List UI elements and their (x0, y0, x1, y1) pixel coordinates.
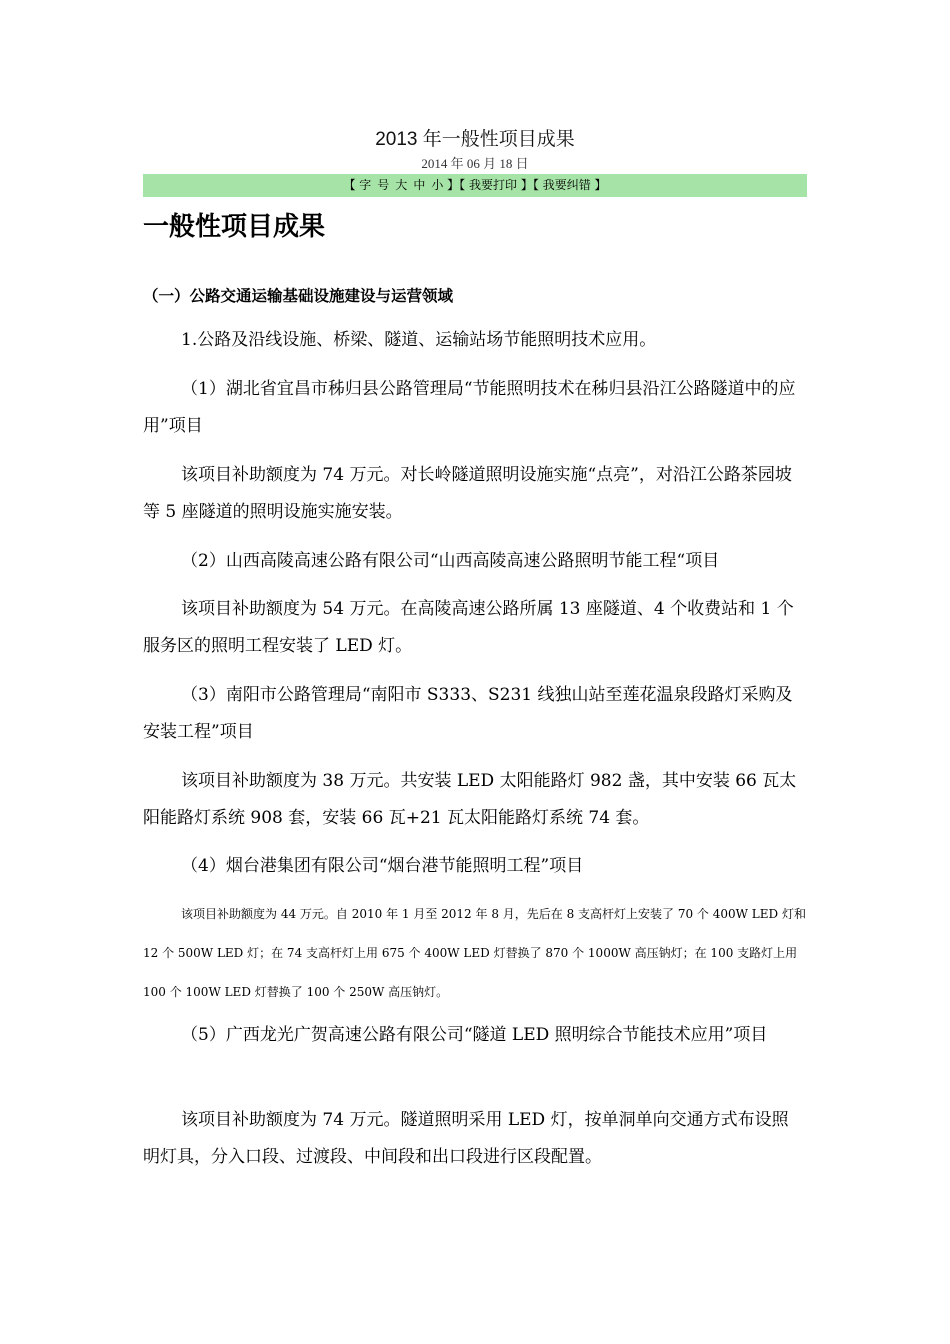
report-error-link[interactable]: 我要纠错 (542, 178, 591, 192)
project-title: （1）湖北省宜昌市秭归县公路管理局“节能照明技术在秭归县沿江公路隧道中的应用”项目 (143, 379, 796, 436)
paragraph: 该项目补助额度为 38 万元。共安装 LED 太阳能路灯 982 盏，其中安装 66 瓦太阳能路灯系统 908 套，安装 66 瓦+21 瓦太阳能路灯系统 74 套。 (143, 771, 797, 828)
article-title: 2013 年一般性项目成果 (375, 129, 575, 150)
bracket-separator: 】【 (520, 178, 539, 192)
paragraph: 1.公路及沿线设施、桥梁、隧道、运输站场节能照明技术应用。 (181, 330, 657, 350)
article-toolbar (143, 174, 807, 197)
project-title: （2）山西高陵高速公路有限公司“山西高陵高速公路照明节能工程“项目 (181, 551, 720, 571)
font-size-label: 字号 (359, 178, 396, 192)
bracket-open: 【 (343, 178, 356, 192)
font-size-medium-link[interactable]: 中 (413, 178, 432, 192)
paragraph-small: 该项目补助额度为 44 万元。自 2010 年 1 月至 2012 年 8 月，先后在 8 支高杆灯上安装了 70 个 400W LED 灯和 12 个 500W LED 灯；在 74 支高杆灯上用 675 个 400W LED 灯替换了 870 个 1000W 高压钠灯；在 100 支路灯上用 100 个 100W LED 灯替换了 100 个 250W 高压钠灯。 (143, 907, 806, 999)
section-heading: （一）公路交通运输基础设施建设与运营领域 (143, 287, 454, 305)
paragraph: 该项目补助额度为 74 万元。隧道照明采用 LED 灯，按单洞单向交通方式布设照明灯具，分入口段、过渡段、中间段和出口段进行区段配置。 (143, 1110, 789, 1167)
project-title: （3）南阳市公路管理局“南阳市 S333、S231 线独山站至莲花温泉段路灯采购及安装工程”项目 (143, 685, 793, 742)
project-title: （4）烟台港集团有限公司“烟台港节能照明工程”项目 (181, 856, 584, 876)
font-size-small-link[interactable]: 小 (431, 178, 444, 192)
paragraph: 该项目补助额度为 54 万元。在高陵高速公路所属 13 座隧道、4 个收费站和 1 个服务区的照明工程安装了 LED 灯。 (143, 599, 794, 656)
page-heading: 一般性项目成果 (143, 212, 326, 242)
font-size-large-link[interactable]: 大 (395, 178, 414, 192)
bracket-close: 】 (594, 178, 607, 192)
paragraph: 该项目补助额度为 74 万元。对长岭隧道照明设施实施“点亮”，对沿江公路茶园坡等 5 座隧道的照明设施实施安装。 (143, 465, 792, 522)
publish-date: 2014 年 06 月 18 日 (421, 156, 529, 171)
project-title: （5）广西龙光广贺高速公路有限公司“隧道 LED 照明综合节能技术应用”项目 (181, 1025, 768, 1045)
bracket-separator: 】【 (447, 178, 466, 192)
print-link[interactable]: 我要打印 (469, 178, 518, 192)
